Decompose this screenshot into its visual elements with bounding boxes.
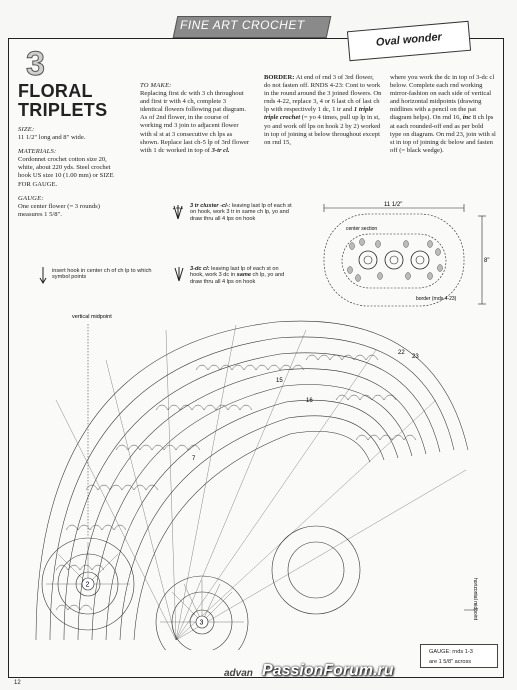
legend-3tr-text: leaving last lp of each st on hook, work 3 tr in same ch lp, yo and draw thru all 4 lps on hook: [190, 203, 292, 222]
layout-diagram: [318, 200, 498, 320]
border-text: At end of rnd 3 of 3rd flower, do not fasten off. RNDS 4-23: Cont to work in the round around the 3 joined flowers. On rnds 4-22, replace 3, 4 or 6 last ch of last ch lp with respectively 1 dc, 1 tr and: [264, 74, 382, 114]
border-bold: 1 triple triple crochet: [264, 106, 374, 122]
layout-border-label: border (rnds 4-23): [416, 296, 457, 302]
to-make-label: TO MAKE:: [140, 82, 172, 89]
legend-3tr-cluster: [190, 203, 292, 222]
layout-height-label: 8": [484, 258, 490, 264]
layout-center-label: center section: [346, 226, 378, 232]
gauge-box-line-2: are 1 5/8" across: [429, 659, 472, 666]
pattern-title: [18, 82, 107, 120]
round-15-label: 15: [276, 378, 283, 384]
insert-arrow-icon: [38, 266, 48, 284]
materials-label: MATERIALS:: [18, 148, 57, 156]
legend-3tr-term: 3 tr cluster -cl-:: [190, 203, 231, 209]
horizontal-midpoint-label: horizontal midpoint: [472, 578, 478, 620]
title-line-1: FLORAL: [18, 81, 93, 101]
legend-3dc-same: same: [236, 272, 251, 279]
gauge-text: One center flower (= 3 rounds) measures 1 5/8".: [18, 202, 100, 218]
page-number: 12: [14, 680, 21, 686]
round-7-label: 7: [192, 456, 196, 462]
legend-3dc-cluster: [190, 266, 292, 285]
magazine-header-text: FINE ART CROCHET: [180, 18, 305, 32]
round-23-label: 23: [412, 354, 419, 360]
legend-3dc-text: leaving last lp of each st on hook, work 3 dc in: [190, 266, 279, 279]
border-continued-column: [390, 74, 496, 155]
footer-advance-logo: advan: [224, 668, 253, 679]
gauge-label: GAUGE:: [18, 194, 44, 202]
title-line-2: TRIPLETS: [18, 100, 108, 120]
instructions-column: [140, 82, 250, 155]
border-text-2: (= yo 4 times, pull up lp in st, yo and work off lps on hook 2 by 2) worked in top of joining st below throughout except on rnd 15,: [264, 114, 381, 146]
legend-3dc-term: 3-dc cl:: [190, 266, 210, 272]
flower-3-label: 3: [199, 619, 204, 627]
size-text: 11 1/2" long and 8" wide.: [18, 134, 86, 142]
to-make-text: Replacing first dc with 3 ch throughout and first tr with 4 ch, complete 3 identical flowers following pat diagram. As of 2nd flower, in the course of working rnd 3 join to adjacent flower with sl st at 3 consecutive ch lps as shown. Replace last ch-5 lp of 3rd flower with 1 dc worked in top of: [140, 90, 250, 154]
three-tr-cluster-icon: [170, 204, 186, 220]
gauge-box-line-1: GAUGE: rnds 1-3: [429, 649, 473, 655]
crochet-pattern-diagram: [16, 310, 486, 650]
watermark-text: PassionForum.ru: [262, 662, 394, 679]
pattern-number: 3: [26, 45, 45, 83]
legend-insert-hook: insert hook in center ch of ch lp to which symbol points: [52, 268, 152, 281]
round-22-label: 22: [398, 350, 405, 356]
border-label: BORDER:: [264, 74, 295, 81]
flower-2-label: 2: [85, 581, 90, 589]
materials-column: [18, 126, 124, 219]
to-make-text-end: 3-tr cl.: [211, 146, 230, 154]
three-dc-cluster-icon: [172, 266, 186, 282]
vertical-midpoint-label: vertical midpoint: [72, 314, 112, 320]
border-continued-text: where you work the dc in top of 3-dc cl below. Complete each rnd working mirror-fashion on each side of vertical and horizontal midpoints (drawing midlines with a pencil on the pat diagram helps). On rnd 16,: [390, 74, 495, 122]
size-label: SIZE:: [18, 126, 35, 133]
round-16-label: 16: [306, 398, 313, 404]
border-continued-text-2: 8 ch lps at each rounded-off end as per bold type on diagram. On rnd 23, join with sl st in top of joining dc below and fasten off (= black wedge).: [390, 114, 496, 154]
layout-width-label: 11 1/2": [384, 202, 403, 208]
legend-3dc-text-2: ch lp, yo and draw thru all 4 lps on hook: [190, 272, 285, 285]
border-column: [264, 74, 382, 147]
pattern-name-text: Oval wonder: [375, 31, 443, 49]
border-continued-bold: inc: [462, 114, 472, 122]
materials-text: Cordonnet crochet cotton size 20, white, about 220 yds. Steel crochet hook US size 10 (1.00 mm) or SIZE FOR GAUGE.: [18, 156, 114, 188]
